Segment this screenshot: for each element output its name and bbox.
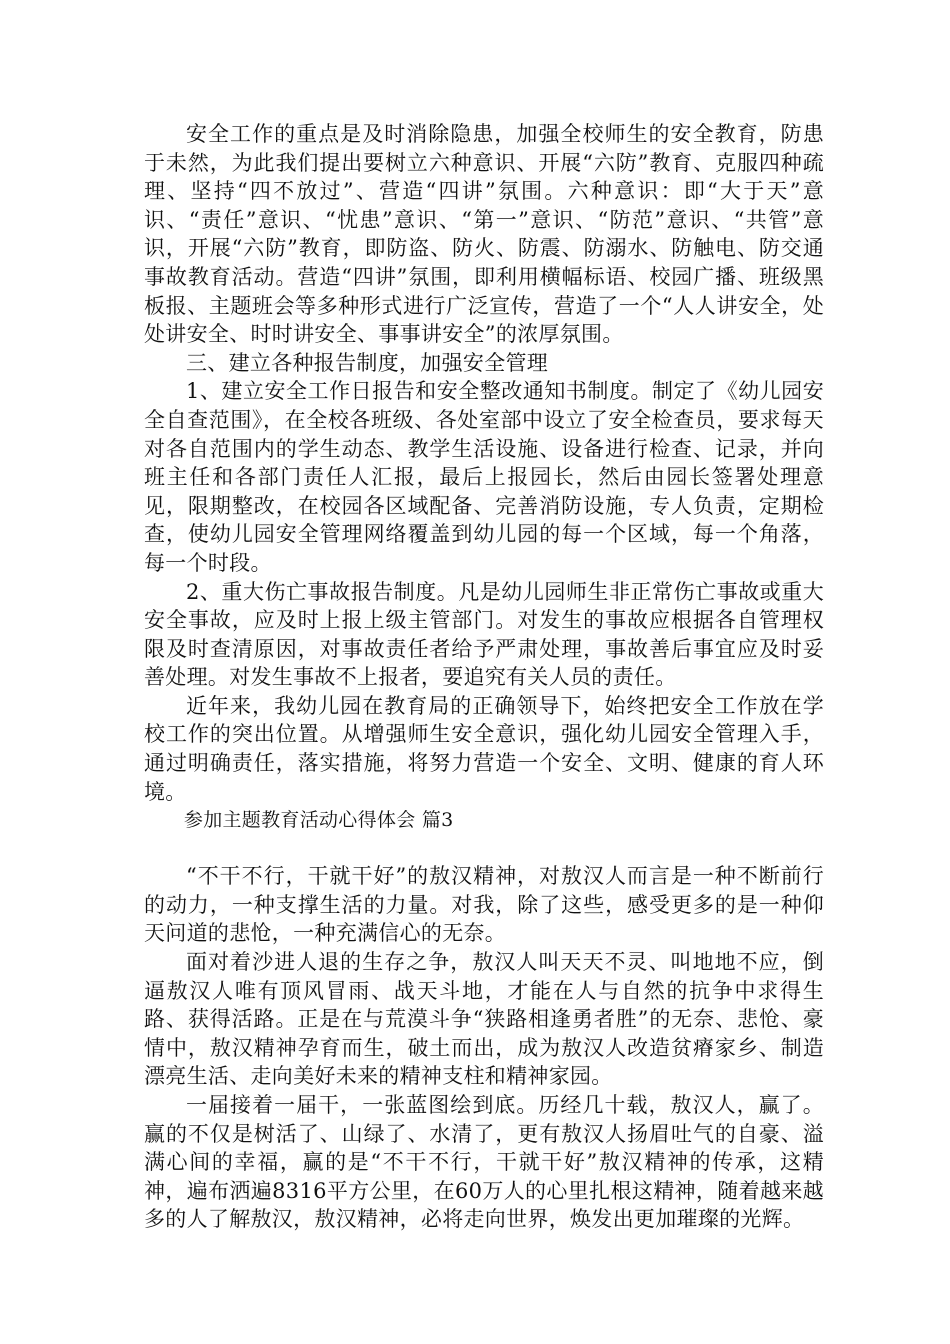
paragraph-conclusion: 近年来，我幼儿园在教育局的正确领导下，始终把安全工作放在学校工作的突出位置。从增强师生安全意识，强化幼儿园安全管理入手，通过明确责任，落实措施，将努力营造一个安全、文明、健康的育人环境。 — [144, 693, 824, 804]
paragraph-accident-report: 2、重大伤亡事故报告制度。凡是幼儿园师生非正常伤亡事故或重大安全事故，应及时上报上级主管部门。对发生的事故应根据各自管理权限及时查清原因，对事故责任者给予严肃处理，事故善后事宜应及时妥善处理。对发生事故不上报者，要追究有关人员的责任。 — [144, 579, 824, 690]
paragraph-daily-report: 1、建立安全工作日报告和安全整改通知书制度。制定了《幼儿园安全自查范围》，在全校各班级、各处室部中设立了安全检查员，要求每天对各自范围内的学生动态、教学生活设施、设备进行检查、记录，并向班主任和各部门责任人汇报，最后上报园长，然后由园长签署处理意见，限期整改，在校园各区域配备、完善消防设施，专人负责，定期检查，使幼儿园安全管理网络覆盖到幼儿园的每一个区域，每一个角落，每一个时段。 — [144, 379, 824, 575]
article-title: 参加主题教育活动心得体会 篇3 — [183, 809, 454, 832]
paragraph-aohan-spirit: “不干不行，干就干好”的敖汉精神，对敖汉人而言是一种不断前行的动力，一种支撑生活的力量。对我，除了这些，感受更多的是一种仰天问道的悲怆，一种充满信心的无奈。 — [144, 864, 824, 946]
document-page — [144, 120, 824, 1234]
paragraph-safety-awareness: 安全工作的重点是及时消除隐患，加强全校师生的安全教育，防患于未然，为此我们提出要树立六种意识、开展“六防”教育、克服四种疏理、坚持“四不放过”、营造“四讲”氛围。六种意识：即“大于天”意识、“责任”意识、“忧患”意识、“第一”意识、“防范”意识、“共管”意识，开展“六防”教育，即防盗、防火、防震、防溺水、防触电、防交通事故教育活动。营造“四讲”氛围，即利用横幅标语、校园广播、班级黑板报、主题班会等多种形式进行广泛宣传，营造了一个“人人讲安全，处处讲安全、时时讲安全、事事讲安全”的浓厚氛围。 — [144, 122, 824, 347]
section-heading: 三、建立各种报告制度，加强安全管理 — [186, 350, 549, 375]
paragraph-victory: 一届接着一届干，一张蓝图绘到底。历经几十载，敖汉人，赢了。赢的不仅是树活了、山绿了、水清了，更有敖汉人扬眉吐气的自豪、溢满心间的幸福，赢的是“不干不行，干就干好”敖汉精神的传承，这精神，遍布洒遍8316平方公里，在60万人的心里扎根这精神，随着越来越多的人了解敖汉，敖汉精神，必将走向世界，焕发出更加璀璨的光辉。 — [144, 1093, 824, 1232]
paragraph-struggle: 面对着沙进人退的生存之争，敖汉人叫天天不灵、叫地地不应，倒逼敖汉人唯有顶风冒雨、战天斗地，才能在人与自然的抗争中求得生路、获得活路。正是在与荒漠斗争“狭路相逢勇者胜”的无奈、悲怆、豪情中，敖汉精神孕育而生，破土而出，成为敖汉人改造贫瘠家乡、制造漂亮生活、走向美好未来的精神支柱和精神家园。 — [144, 950, 824, 1089]
